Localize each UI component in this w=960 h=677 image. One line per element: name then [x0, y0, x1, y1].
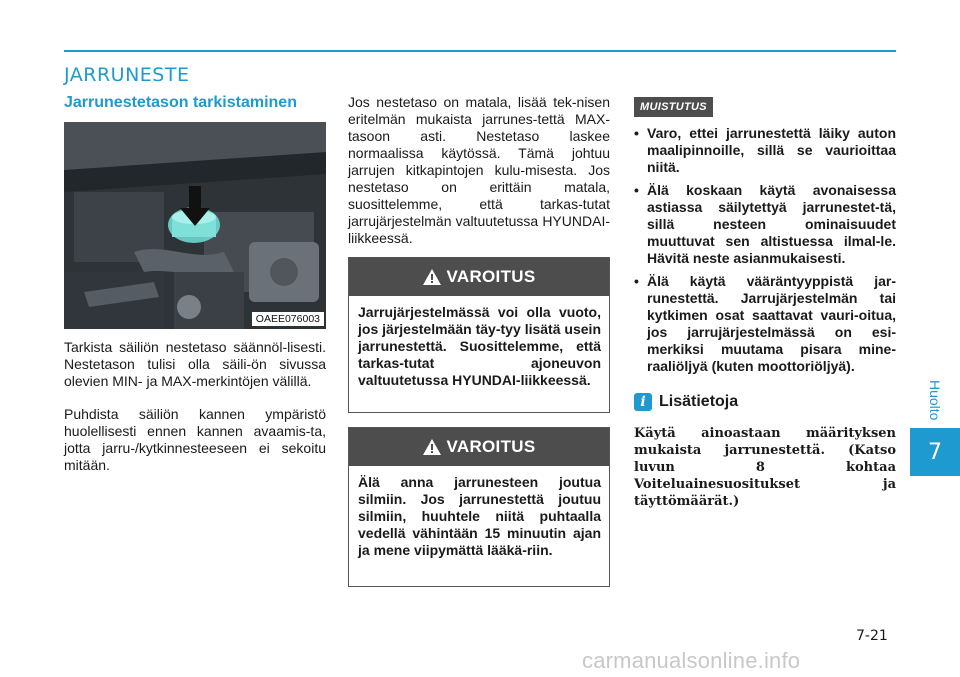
- list-item-text: Älä koskaan käytä avonaisessa astiassa säilytettyä jarrunestet-tä, sillä nesteen ominaisuudet muuttuvat sen altistuessa ilmal-le. Hävitä neste asianmukaisesti.: [647, 182, 896, 266]
- watermark: carmanualsonline.info: [582, 648, 801, 673]
- paragraph: Puhdista säiliön kannen ympäristö huolellisesti ennen kannen avaamis-ta, jotta jarru-/kytkinnesteeseen ei sekoitu mitään.: [64, 406, 326, 473]
- list-item: [634, 125, 896, 176]
- subsection-heading: Jarrunestetason tarkistaminen: [64, 94, 297, 111]
- info-text: Käytä ainoastaan määrityksen mukaista jarrunestettä. (Katso luvun 8 kohtaa Voiteluainesuositukset ja täyttömäärät.): [634, 426, 896, 509]
- list-item-text: Varo, ettei jarrunestettä läiky auton maalipinnoille, sillä se vaurioittaa niitä.: [647, 125, 896, 175]
- warning-title: VAROITUS: [446, 437, 536, 456]
- engine-bay-photo: [64, 122, 326, 329]
- chapter-number: 7: [910, 428, 960, 476]
- warning-title: VAROITUS: [446, 267, 536, 286]
- warning-text: Jarrujärjestelmässä voi olla vuoto, jos järjestelmään täy-tyy lisätä usein jarrunestettä. Suosittelemme, että tarkas-tutat ajoneuvon valtuutetussa HYUNDAI-liikkeessä.: [358, 304, 601, 388]
- list-item: [634, 273, 896, 375]
- top-rule: [64, 50, 896, 52]
- info-icon: i: [634, 393, 652, 411]
- warning-header: [349, 428, 609, 466]
- list-item: [634, 182, 896, 267]
- notice-badge: MUISTUTUS: [634, 97, 713, 117]
- warning-triangle-icon: [423, 439, 441, 455]
- photo-code: OAEE076003: [252, 312, 324, 326]
- warning-text: Älä anna jarrunesteen joutua silmiin. Jos jarrunestettä joutuu silmiin, huuhtele niitä puhtaalla vedellä vähintään 15 minuutin ajan ja mene viipymättä lääkä-riin.: [358, 474, 601, 558]
- list-item-text: Älä käytä vääräntyyppistä jar-runestettä. Jarrujärjestelmän tai kytkimen osat saattavat vauri-oitua, jos jarrujärjestelmässä on esi-merkiksi muutama pisara mine-raaliöljyä (kuten moottoriöljyä).: [647, 273, 896, 374]
- info-title: Lisätietoja: [659, 393, 739, 410]
- bullet-dot: •: [634, 182, 639, 198]
- warning-triangle-icon: [423, 269, 441, 285]
- paragraph: Tarkista säiliön nestetaso säännöl-lisesti. Nestetason tulisi olla säili-ön sivussa olevien MIN- ja MAX-merkintöjen välillä.: [64, 339, 326, 389]
- paragraph: Jos nestetaso on matala, lisää tek-nisen eritelmän mukaista jarrunes-tettä MAX-tasoon asti. Nestetaso laskee normaalissa käytössä. Tämä johtuu jarrujen kitkapintojen kulu-misesta. Jos nestetaso on erittäin matala, suosittelemme, että tarkas-tutat jarrujärjestelmän valtuutetussa HYUNDAI-liikkeessä.: [348, 94, 610, 246]
- info-header: [634, 393, 738, 411]
- notice-list: [634, 125, 896, 381]
- bullet-dot: •: [634, 273, 639, 289]
- section-title: JARRUNESTE: [64, 64, 190, 86]
- warning-box: [348, 427, 610, 587]
- bullet-dot: •: [634, 125, 639, 141]
- chapter-label: Huolto: [927, 380, 943, 421]
- warning-box: [348, 257, 610, 413]
- warning-header: [349, 258, 609, 296]
- down-arrow-icon: [180, 186, 210, 226]
- page-number: 7-21: [856, 628, 888, 644]
